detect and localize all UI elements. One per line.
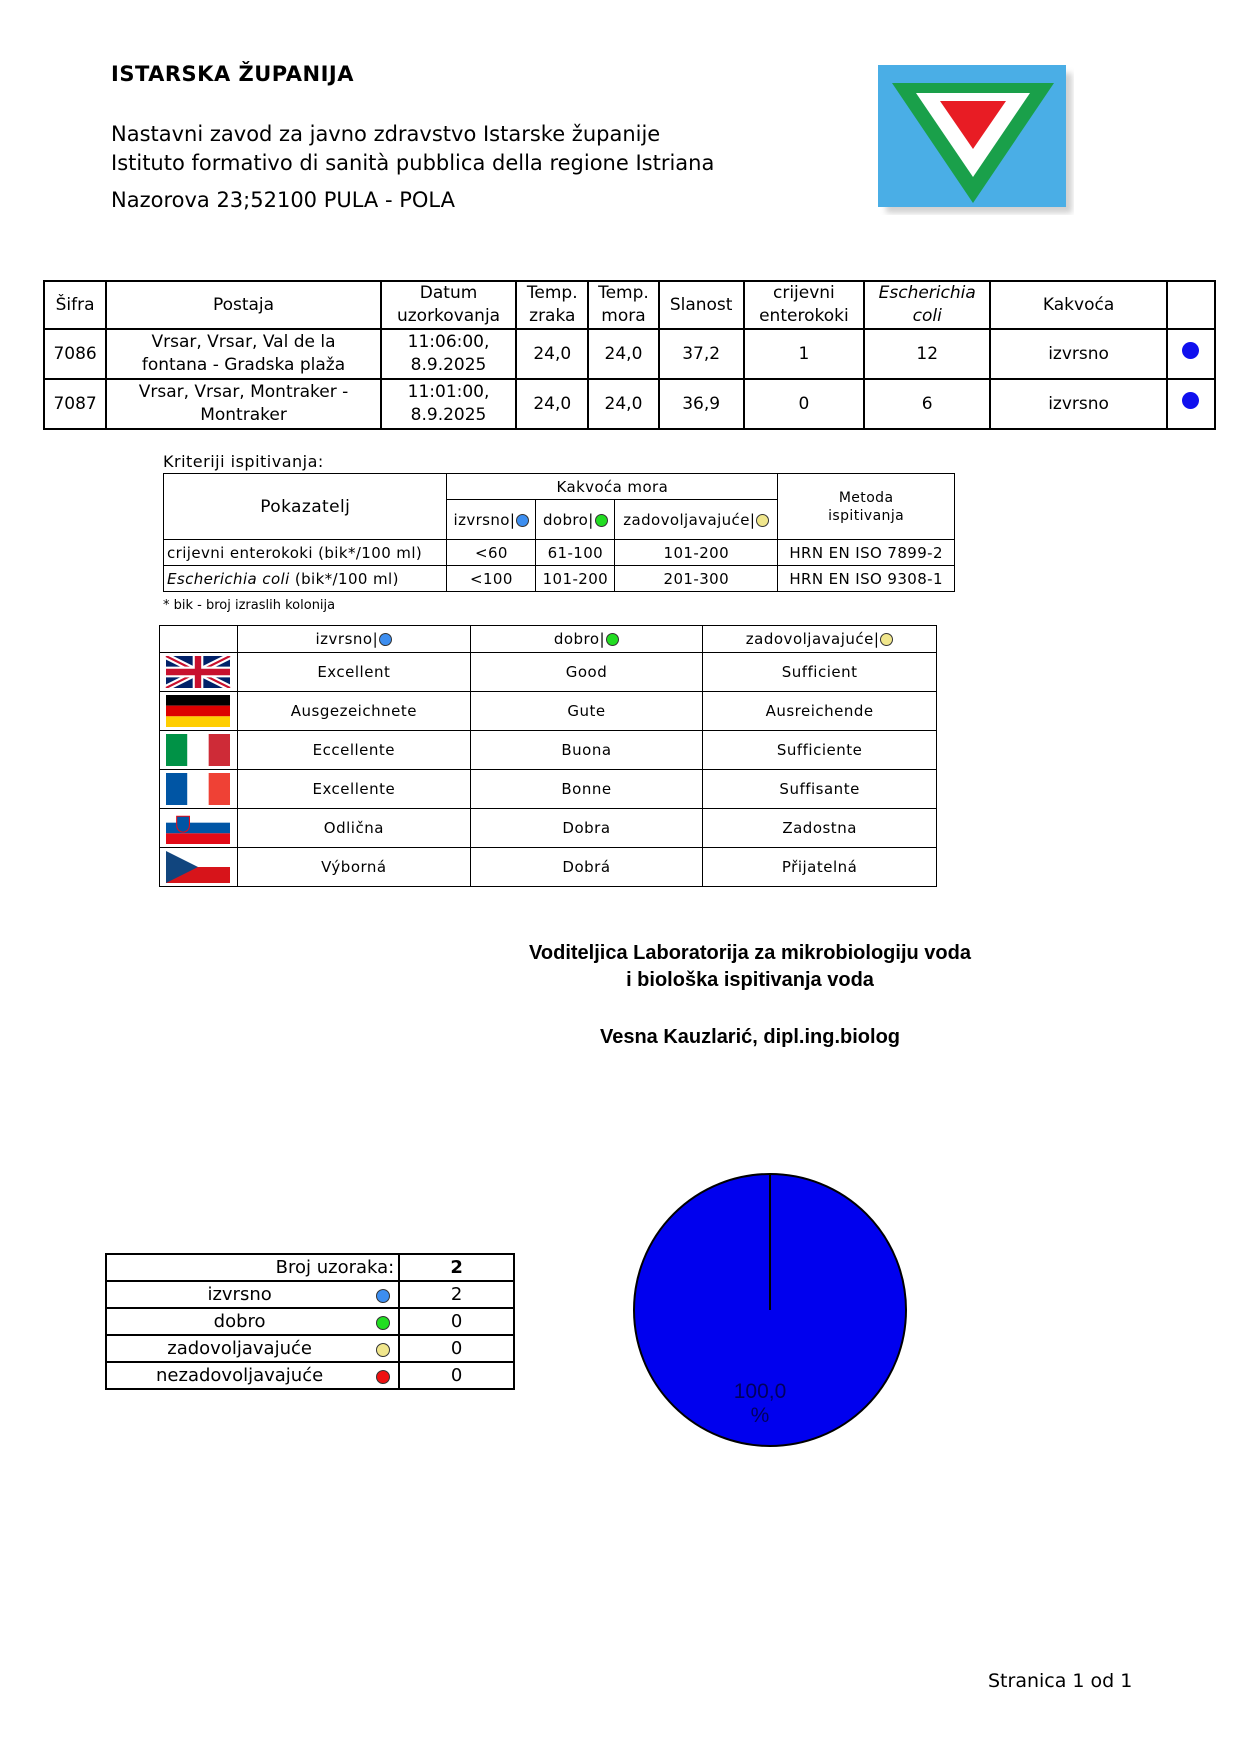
count-row [106,1362,514,1389]
table-row [44,329,1215,379]
sufficient-translation: Přijatelná [703,848,937,887]
test-method: HRN EN ISO 7899-2 [778,540,955,566]
count-label: nezadovoljavajuće [106,1362,399,1389]
flag-cell [160,770,238,809]
uk-flag-icon [162,656,234,688]
excellent-translation: Excellent [237,653,470,692]
count-row [106,1254,514,1281]
green-dot-icon [376,1316,390,1330]
air-temperature: 24,0 [516,379,588,429]
count-row [106,1335,514,1362]
excellent-translation: Eccellente [237,731,470,770]
criteria-row [164,566,955,592]
slovenia-flag-icon [162,812,234,844]
indicator-name: crijevni enterokoki (bik*/100 ml) [164,540,447,566]
criteria-row [164,540,955,566]
good-translation: Dobrá [470,848,703,887]
quality-value: izvrsno [990,379,1166,429]
flag-cell [160,809,238,848]
page-number: Stranica 1 od 1 [988,1670,1133,1692]
count-row [106,1281,514,1308]
excellent-limit: <100 [447,566,536,592]
sample-code: 7087 [44,379,106,429]
enterococci-value: 0 [744,379,864,429]
salinity-value: 36,9 [659,379,744,429]
count-label: zadovoljavajuće [106,1335,399,1362]
quality-pie-chart [600,1140,940,1480]
sampling-datetime: 11:06:00, 8.9.2025 [381,329,516,379]
date-header: Datum uzorkovanja [381,281,516,329]
count-label: izvrsno [106,1281,399,1308]
criteria-table [163,473,955,592]
blue-dot-icon [379,633,392,646]
sample-code: 7086 [44,329,106,379]
quality-dot-icon [1182,392,1199,409]
good-translation: Good [470,653,703,692]
italy-flag-icon [162,734,234,766]
method-header: Metoda ispitivanja [778,474,955,540]
institute-name-croatian: Nastavni zavod za javno zdravstvo Istarske županije [111,122,661,146]
translation-row [160,692,937,731]
yellow-dot-icon [880,633,893,646]
blue-dot-icon [516,514,529,527]
station-header: Postaja [106,281,381,329]
yellow-dot-icon [376,1343,390,1357]
excellent-translation: Ausgezeichnete [237,692,470,731]
flag-cell [160,731,238,770]
header-good: dobro| [470,626,703,653]
france-flag-icon [162,773,234,805]
sufficient-translation: Sufficiente [703,731,937,770]
excellent-limit: <60 [447,540,536,566]
sea-temp-header: Temp. mora [588,281,658,329]
sufficient-translation: Zadostna [703,809,937,848]
flag-cell [160,653,238,692]
excellent-translation: Excellente [237,770,470,809]
flag-cell [160,692,238,731]
sea-temperature: 24,0 [588,379,658,429]
pie-slice-label: 100,0 % [733,1380,787,1427]
green-dot-icon [606,633,619,646]
indicator-header: Pokazatelj [164,474,447,540]
institute-address: Nazorova 23;52100 PULA - POLA [111,188,455,212]
footnote: * bik - broj izraslih kolonija [163,598,336,613]
station-name: Vrsar, Vrsar, Montraker - Montraker [106,379,381,429]
institute-name-italian: Istituto formativo di sanità pubblica della regione Istriana [111,151,715,175]
level-good: dobro| [536,500,615,540]
count-value: 2 [399,1281,514,1308]
sufficient-limit: 201-300 [615,566,778,592]
translation-row [160,848,937,887]
enterococci-value: 1 [744,329,864,379]
salinity-header: Slanost [659,281,744,329]
count-row [106,1308,514,1335]
total-value: 2 [399,1254,514,1281]
sea-quality-header: Kakvoća mora [447,474,778,500]
header-excellent: izvrsno| [237,626,470,653]
total-label: Broj uzoraka: [106,1254,399,1281]
institute-logo [878,65,1074,215]
level-excellent: izvrsno| [447,500,536,540]
sea-temperature: 24,0 [588,329,658,379]
germany-flag-icon [162,695,234,727]
green-dot-icon [595,514,608,527]
quality-indicator [1167,379,1215,429]
lab-head-title: Voditeljica Laboratorija za mikrobiologiju voda i biološka ispitivanja voda [529,942,971,991]
sample-counts-table [105,1253,515,1390]
ecoli-value: 12 [864,329,990,379]
yellow-dot-icon [756,514,769,527]
sufficient-translation: Ausreichende [703,692,937,731]
quality-dot-icon [1182,342,1199,359]
indicator-header [1167,281,1215,329]
czech-flag-icon [162,851,234,883]
criteria-header-row [164,474,955,500]
translation-row [160,731,937,770]
good-translation: Gute [470,692,703,731]
count-value: 0 [399,1362,514,1389]
count-value: 0 [399,1335,514,1362]
good-limit: 101-200 [536,566,615,592]
translation-row [160,809,937,848]
table-row [44,379,1215,429]
sufficient-translation: Sufficient [703,653,937,692]
good-translation: Bonne [470,770,703,809]
lab-head-name: Vesna Kauzlarić, dipl.ing.biolog [599,1026,901,1048]
count-label: dobro [106,1308,399,1335]
level-sufficient: zadovoljavajuće| [615,500,778,540]
air-temperature: 24,0 [516,329,588,379]
results-header-row [44,281,1215,329]
salinity-value: 37,2 [659,329,744,379]
flag-header [160,626,238,653]
good-translation: Buona [470,731,703,770]
translations-table [159,625,937,887]
ecoli-header: Escherichia coli [864,281,990,329]
enterococci-header: crijevni enterokoki [744,281,864,329]
sufficient-limit: 101-200 [615,540,778,566]
blue-dot-icon [376,1289,390,1303]
excellent-translation: Výborná [237,848,470,887]
red-dot-icon [376,1370,390,1384]
translation-row [160,653,937,692]
header-sufficient: zadovoljavajuće| [703,626,937,653]
ecoli-value: 6 [864,379,990,429]
test-method: HRN EN ISO 9308-1 [778,566,955,592]
quality-value: izvrsno [990,329,1166,379]
county-title: ISTARSKA ŽUPANIJA [111,62,354,86]
criteria-label: Kriteriji ispitivanja: [163,452,324,471]
sufficient-translation: Suffisante [703,770,937,809]
flag-cell [160,848,238,887]
translation-row [160,770,937,809]
count-value: 0 [399,1308,514,1335]
station-name: Vrsar, Vrsar, Val de la fontana - Gradska plaža [106,329,381,379]
air-temp-header: Temp. zraka [516,281,588,329]
translations-header-row [160,626,937,653]
sampling-datetime: 11:01:00, 8.9.2025 [381,379,516,429]
code-header: Šifra [44,281,106,329]
indicator-name: Escherichia coli (bik*/100 ml) [164,566,447,592]
quality-indicator [1167,329,1215,379]
quality-header: Kakvoća [990,281,1166,329]
good-limit: 61-100 [536,540,615,566]
good-translation: Dobra [470,809,703,848]
results-table [43,280,1216,430]
excellent-translation: Odlična [237,809,470,848]
